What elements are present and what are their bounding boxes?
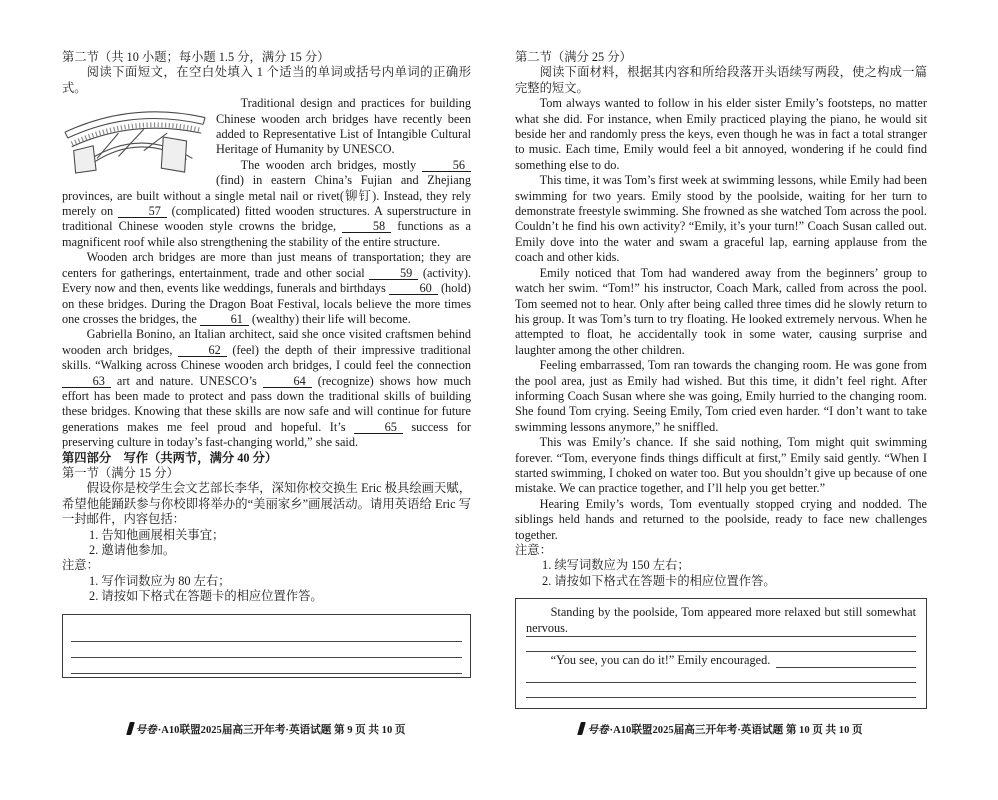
story-paragraph: This time, it was Tom’s first week at swimming lessons, while Emily had been swimming for two years. Emily stood by the poolside, waiting for her turn to demonstrate freestyle swimming. She frowned as she watched Tom across the pool. Couldn’t he find his own activity? “Emily, it’s your turn!” Coach Susan called out. Emily dove into the water and swam a graceful lap, earning applause from the coach and other kids. <box>515 173 927 265</box>
footer-page-9 <box>62 722 471 737</box>
brand-name: 号卷 <box>135 725 157 736</box>
page-footers <box>62 722 936 737</box>
fill-blank-62: 62 <box>178 344 227 357</box>
left-section-heading: 第二节（共 10 小题；每小题 1.5 分，满分 15 分） <box>62 50 330 64</box>
continuation-answer-box <box>515 598 927 709</box>
answer-line <box>776 654 916 668</box>
fill-blank-59: 59 <box>369 267 418 280</box>
passage-paragraph: Traditional design and practices for building Chinese wooden arch bridges have recently been added to Representative List of Intangible Cultural Heritage of Humanity by UNESCO. <box>216 96 471 157</box>
footer-text: ·A10联盟2025届高三开年考·英语试题 第 10 页 共 10 页 <box>609 725 863 736</box>
left-instructions: 阅读下面短文，在空白处填入 1 个适当的单词或括号内单词的正确形式。 <box>62 65 471 95</box>
passage-paragraph: The wooden arch bridges, mostly 56 (find) in eastern China’s Fujian and Zhejiang provinces, are built without a single metal nail or rivet(铆钉). Instead, they rely merely on 57 (complicated) fitted wooden structures. A superstructure in traditional Chinese wooden style crowns the bridge, 58 functions as a magnificent roof while also strengthening the stability of the entire structure. <box>62 157 471 249</box>
answer-line <box>71 643 462 658</box>
fill-blank-64: 64 <box>263 375 312 388</box>
paragraph-opener-2: “You see, you can do it!” Emily encouraged. <box>550 652 771 667</box>
part4-heading: 第四部分 写作（共两节，满分 40 分） <box>62 450 278 465</box>
cloze-passage <box>62 96 471 450</box>
answer-line <box>71 659 462 674</box>
story-paragraph: Hearing Emily’s words, Tom eventually stopped crying and nodded. The siblings held hands and returned to the poolside, ready to face new challenges together. <box>515 496 927 542</box>
note-item: 2. 请按如下格式在答题卡的相应位置作答。 <box>89 589 323 604</box>
note-item: 2. 请按如下格式在答题卡的相应位置作答。 <box>542 573 776 588</box>
passage-paragraph: Gabriella Bonino, an Italian architect, said she once visited craftsmen behind wooden arch bridges, 62 (feel) the depth of their impressive traditional skills. “Walking across Chinese wooden arch bridges, I could feel the connection 63 art and nature. UNESCO’s 64 (recognize) shows how much effort has been made to protect and pass down the traditional skills of building these bridges. Knowing that these skills are now safe and will continue for future generations makes me feel proud and hopeful. It’s 65 success for preserving culture in today’s fast-changing world,” she said. <box>62 327 471 450</box>
page-10-column <box>515 50 927 709</box>
story-paragraph: Feeling embarrassed, Tom ran towards the changing room. He was gone from the pool area, just as Emily had wished. But this time, it didn’t feel right. After informing Coach Susan where she was going, Emily hurried to the changing room. She found Tom crying. Seeing Emily, Tom cried even harder. “I don’t want to take swimming lessons anymore,” he sniffled. <box>515 358 927 434</box>
section1-heading: 第一节（满分 15 分） <box>62 465 179 480</box>
passage-paragraph: Wooden arch bridges are more than just means of transportation; they are centers for gatherings, entertainment, trade and other social 59 (activity). Every now and then, events like weddings, funerals and birthdays 60 (hold) on these bridges. During the Dragon Boat Festival, locals believe the more times one crosses the bridges, the 61 (wealthy) their life will become. <box>62 250 471 326</box>
fill-blank-57: 57 <box>118 205 167 218</box>
note-item: 1. 续写词数应为 150 左右； <box>542 558 690 573</box>
fill-blank-60: 60 <box>389 282 438 295</box>
writing-task: 假设你是校学生会文艺部长李华，深知你校交换生 Eric 极具绘画天赋，希望他能踊跃参与你校即将举办的“美丽家乡”画展活动。请用英语给 Eric 写一封邮件，内容包括： <box>62 481 471 527</box>
task-point: 1. 告知他画展相关事宜； <box>89 527 225 542</box>
task-point: 2. 邀请他参加。 <box>89 543 176 557</box>
answer-line <box>526 637 916 652</box>
fill-blank-65: 65 <box>354 421 403 434</box>
notes-label: 注意： <box>62 558 99 573</box>
story-paragraph: This was Emily’s chance. If she said nothing, Tom might quit swimming forever. “Tom, everyone finds things difficult at first,” Emily said gently. “When I started swimming, I choked on water too. But you shouldn’t give up because of one mistake. We can practice together, and I’ll help you get better.” <box>515 435 927 496</box>
wooden-arch-bridge-illustration <box>62 100 208 176</box>
brand-name: 号卷 <box>587 725 609 736</box>
brand-stroke-icon <box>577 722 586 735</box>
fill-blank-58: 58 <box>342 220 391 233</box>
answer-line <box>71 627 462 642</box>
fill-blank-61: 61 <box>200 313 249 326</box>
fill-blank-63: 63 <box>62 375 111 388</box>
paragraph-opener-1: Standing by the poolside, Tom appeared more relaxed but still somewhat nervous. <box>526 605 916 635</box>
answer-line <box>526 683 916 698</box>
story-paragraph: Tom always wanted to follow in his elder sister Emily’s footsteps, no matter what she did. For instance, when Emily practiced playing the piano, he would sit beside her and randomly press the keys, even though he was in fact a total stranger to music. Each time, Emily would feel a bit annoyed, wondering if he could find something else to do. <box>515 96 927 172</box>
note-item: 1. 写作词数应为 80 左右； <box>89 573 231 588</box>
footer-page-10 <box>515 722 927 737</box>
page-9-column <box>62 50 471 709</box>
story-paragraph: Emily noticed that Tom had wandered away from the beginners’ group to watch her swim. “Tom!” his instructor, Coach Mark, called from across the pool. Tom seemed not to hear. Only after being called three times did he slowly return to his group. It was Tom’s turn to try floating. He looked extremely nervous. When he attempted to float, he accidentally took in some water, causing surprise and laughter among the other children. <box>515 265 927 357</box>
brand-stroke-icon <box>126 722 135 735</box>
answer-line <box>526 668 916 683</box>
fill-blank-56: 56 <box>422 159 471 172</box>
footer-text: ·A10联盟2025届高三开年考·英语试题 第 9 页 共 10 页 <box>157 725 406 736</box>
right-instructions: 阅读下面材料，根据其内容和所给段落开头语续写两段，使之构成一篇完整的短文。 <box>515 65 927 95</box>
right-section-heading: 第二节（满分 25 分） <box>515 50 632 64</box>
email-answer-box <box>62 614 471 678</box>
notes-label: 注意： <box>515 543 552 557</box>
answer-line <box>526 622 916 637</box>
